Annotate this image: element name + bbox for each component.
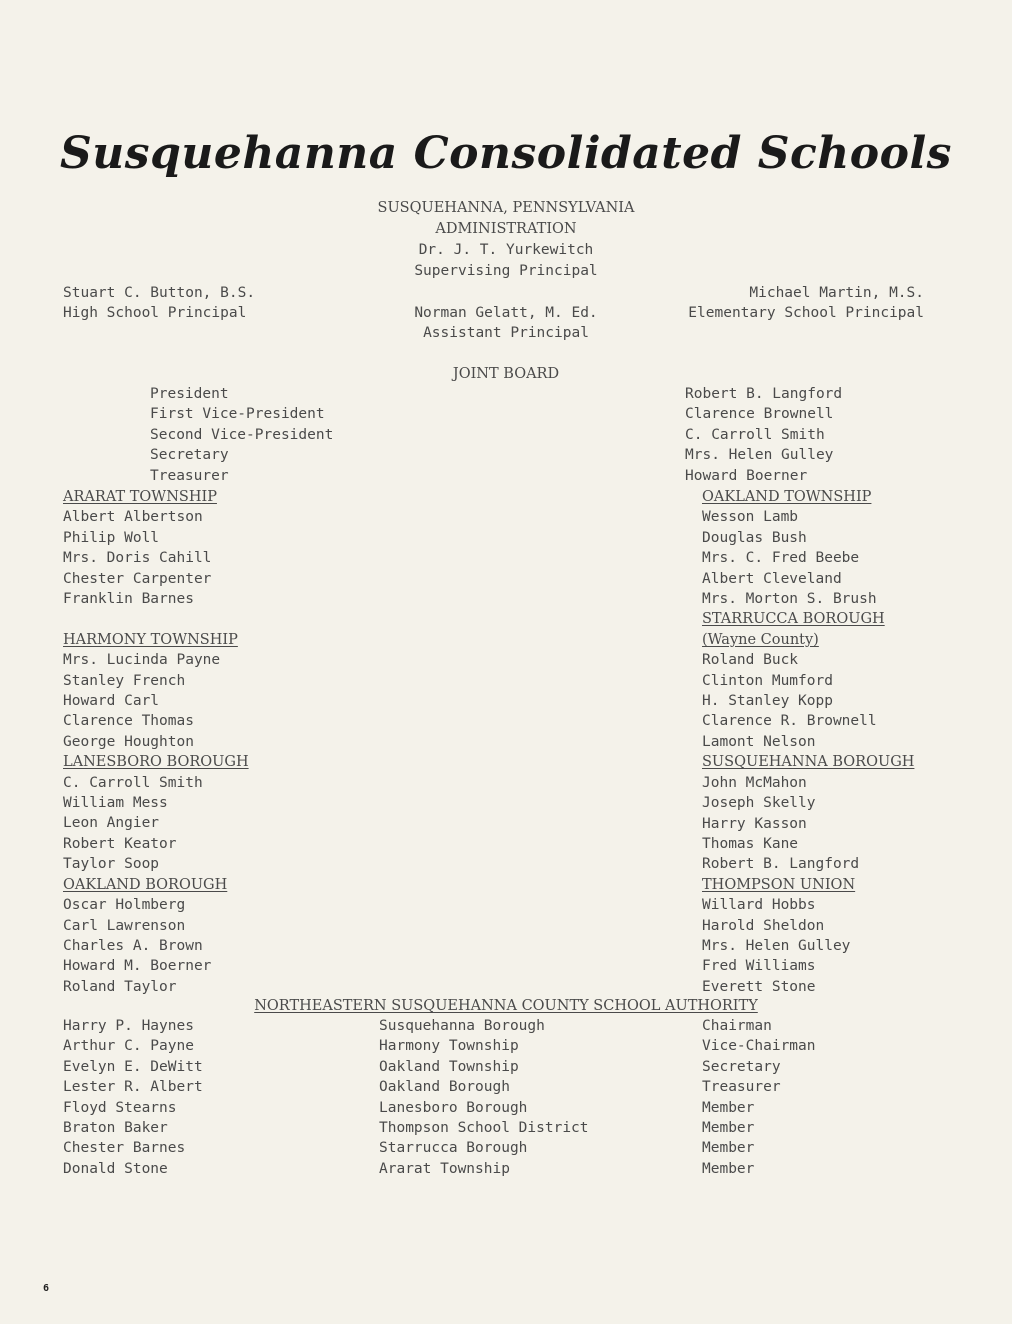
authority-member-district: Oakland Borough [379, 1079, 510, 1096]
member: Carl Lawrenson [63, 917, 186, 934]
authority-member-role: Member [702, 1140, 755, 1157]
authority-member-role: Secretary [702, 1058, 781, 1075]
left-board-groups [63, 487, 249, 997]
high-school-principal-name: Stuart C. Button, B.S. [63, 285, 256, 301]
member: Stanley French [63, 672, 186, 689]
member: Mrs. Lucinda Payne [63, 652, 221, 669]
high-school-principal-title: High School Principal [63, 305, 247, 321]
member: Leon Angier [63, 815, 160, 832]
group-heading-starrucca: STARRUCCA BOROUGH [702, 611, 885, 628]
authority-member-district: Susquehanna Borough [379, 1018, 545, 1034]
member: Albert Cleveland [702, 570, 842, 587]
member: Wesson Lamb [702, 509, 799, 526]
member: William Mess [63, 795, 168, 812]
officer-role: President [150, 386, 229, 402]
supervising-principal-name: Dr. J. T. Yurkewitch [418, 242, 594, 258]
authority-member-name: Lester R. Albert [63, 1079, 203, 1096]
authority-member-role: Treasurer [702, 1079, 781, 1096]
officer-name: C. Carroll Smith [685, 426, 825, 443]
authority-member-district: Harmony Township [379, 1038, 519, 1055]
authority-names [63, 1016, 203, 1179]
right-board-groups [702, 487, 914, 997]
member: Mrs. Doris Cahill [63, 550, 212, 567]
authority-member-role: Member [702, 1160, 755, 1177]
member: Robert B. Langford [702, 856, 860, 873]
member: Albert Albertson [63, 509, 203, 526]
member: Harry Kasson [702, 815, 807, 832]
member: Clinton Mumford [702, 672, 833, 689]
authority-member-name: Harry P. Haynes [63, 1018, 194, 1034]
group-subheading-wayne-county: (Wayne County) [702, 631, 819, 648]
elementary-principal-title: Elementary School Principal [688, 305, 924, 321]
member: Chester Carpenter [63, 570, 212, 587]
member: Clarence R. Brownell [702, 713, 877, 730]
authority-member-name: Donald Stone [63, 1160, 168, 1177]
authority-member-name: Chester Barnes [63, 1140, 186, 1157]
authority-member-role: Member [702, 1099, 755, 1116]
member: Harold Sheldon [702, 917, 825, 934]
joint-board-heading: JOINT BOARD [452, 366, 560, 382]
member: George Houghton [63, 733, 194, 750]
officer-roles [150, 384, 333, 486]
officer-role: First Vice-President [150, 406, 325, 423]
officer-names [685, 384, 842, 486]
officer-name: Clarence Brownell [685, 406, 834, 423]
assistant-principal-title: Assistant Principal [423, 325, 589, 341]
supervising-principal-title: Supervising Principal [414, 263, 598, 279]
officer-role: Second Vice-President [150, 426, 334, 443]
authority-member-name: Braton Baker [63, 1120, 168, 1137]
member: Mrs. Helen Gulley [702, 937, 851, 954]
member: Roland Buck [702, 652, 799, 669]
authority-member-district: Starrucca Borough [379, 1140, 528, 1157]
officer-name: Robert B. Langford [685, 386, 843, 402]
group-heading-susquehanna-borough: SUSQUEHANNA BOROUGH [702, 754, 915, 771]
authority-heading: NORTHEASTERN SUSQUEHANNA COUNTY SCHOOL AUTHORITY [254, 998, 758, 1014]
member: Taylor Soop [63, 856, 160, 873]
member: Fred Williams [702, 958, 816, 975]
member: John McMahon [702, 774, 807, 791]
group-heading-oakland-township: OAKLAND TOWNSHIP [702, 489, 872, 505]
member: Robert Keator [63, 835, 177, 852]
member: Douglas Bush [702, 529, 807, 546]
member: Howard Carl [63, 693, 160, 710]
group-heading-harmony: HARMONY TOWNSHIP [63, 631, 238, 648]
officer-name: Howard Boerner [685, 467, 808, 484]
officer-name: Mrs. Helen Gulley [685, 447, 834, 464]
member: Lamont Nelson [702, 733, 816, 750]
member: Franklin Barnes [63, 591, 194, 608]
member: Philip Woll [63, 529, 160, 546]
officer-role: Secretary [150, 447, 229, 464]
authority-districts [379, 1016, 589, 1179]
group-heading-ararat: ARARAT TOWNSHIP [63, 489, 217, 505]
authority-member-district: Lanesboro Borough [379, 1099, 528, 1116]
member: Mrs. C. Fred Beebe [702, 550, 860, 567]
authority-member-district: Thompson School District [379, 1120, 589, 1137]
location-line: SUSQUEHANNA, PENNSYLVANIA [377, 200, 635, 216]
authority-roles [702, 1016, 816, 1179]
elementary-principal-name: Michael Martin, M.S. [749, 285, 924, 301]
group-heading-lanesboro: LANESBORO BOROUGH [63, 754, 249, 771]
member: Everett Stone [702, 978, 816, 995]
page-title: Susquehanna Consolidated Schools [60, 128, 952, 179]
authority-member-district: Oakland Township [379, 1058, 519, 1075]
administration-heading: ADMINISTRATION [435, 221, 577, 237]
authority-member-name: Evelyn E. DeWitt [63, 1058, 203, 1075]
member: Clarence Thomas [63, 713, 194, 730]
page-number: 6 [43, 1283, 50, 1294]
authority-member-name: Arthur C. Payne [63, 1038, 194, 1055]
authority-member-role: Vice-Chairman [702, 1038, 816, 1055]
member: Thomas Kane [702, 835, 799, 852]
member: Roland Taylor [63, 978, 177, 995]
member: Charles A. Brown [63, 937, 203, 954]
group-heading-oakland-borough: OAKLAND BOROUGH [63, 876, 228, 893]
officer-role: Treasurer [150, 467, 229, 484]
authority-member-role: Chairman [702, 1018, 772, 1034]
authority-member-district: Ararat Township [379, 1160, 510, 1177]
member: Mrs. Morton S. Brush [702, 591, 877, 608]
member: Howard M. Boerner [63, 958, 212, 975]
member: Willard Hobbs [702, 897, 816, 914]
member: H. Stanley Kopp [702, 693, 833, 710]
member: Oscar Holmberg [63, 897, 186, 914]
assistant-principal-name: Norman Gelatt, M. Ed. [414, 305, 598, 321]
member: C. Carroll Smith [63, 774, 203, 791]
group-heading-thompson-union: THOMPSON UNION [702, 876, 856, 893]
member: Joseph Skelly [702, 795, 816, 812]
authority-member-role: Member [702, 1120, 755, 1137]
authority-member-name: Floyd Stearns [63, 1099, 177, 1116]
